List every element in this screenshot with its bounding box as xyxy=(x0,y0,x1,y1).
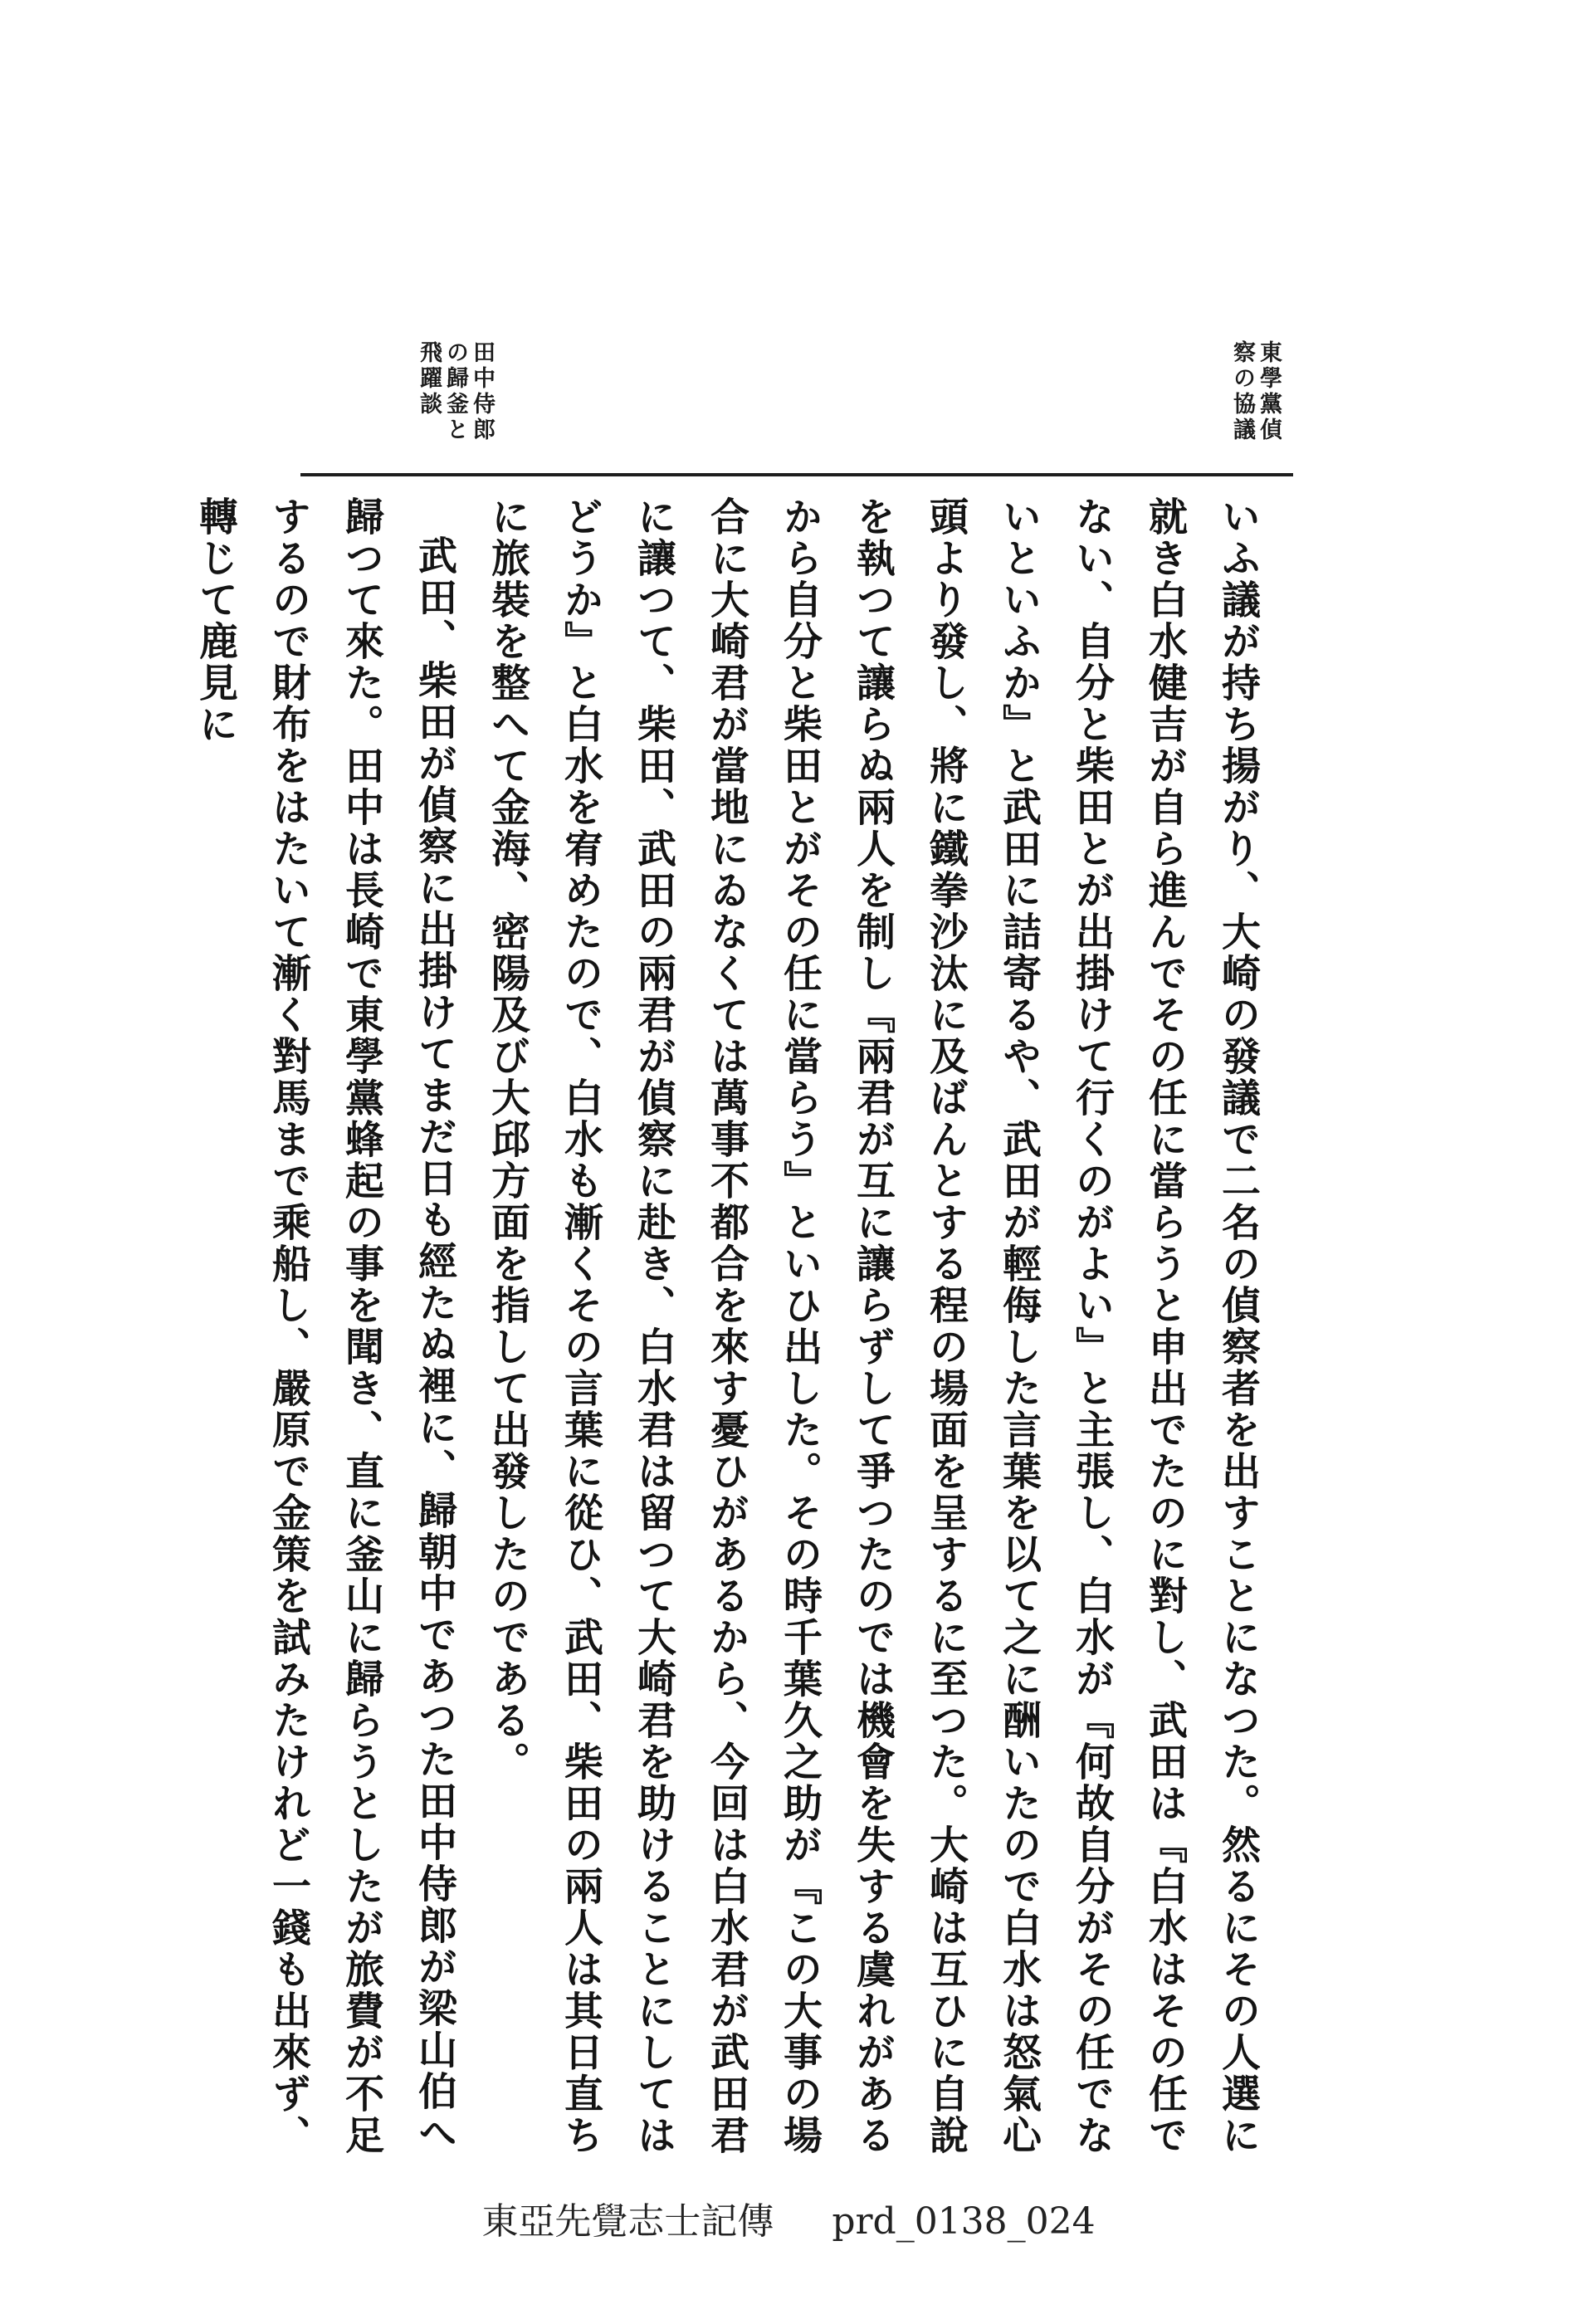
body-text xyxy=(193,496,1274,2190)
footer-book-title: 東亞先覺志士記傳 xyxy=(481,2200,774,2243)
header-rule xyxy=(300,473,1293,476)
paragraph-2: 武田、柴田が偵察に出掛けてまだ日も經たぬ裡に、歸朝中であつた田中侍郎が梁山伯へ歸つて來た。田中は長崎で東學黨蜂起の事を聞き、直に釜山に歸らうとしたが旅費が不足するので財布をはたいて漸く對馬まで乘船し、嚴原で金策を試みたけれど一錢も出來ず、轉じて鹿見に xyxy=(193,496,457,2156)
margin-heading-right: 東學黨偵察の協議 xyxy=(1229,340,1282,443)
paragraph-1: いふ議が持ち揚がり、大崎の發議で二名の偵察者を出すことになつた。然るにその人選に就き白水健吉が自ら進んでその任に當らうと申出でたのに對し、武田は『白水はその任でない、自分と柴田とが出掛けて行くのがよい』と主張し、白水が『何故自分がその任でないといふか』と武田に詰寄るや、武田が輕侮した言葉を以て之に酬いたので白水は怒氣心頭より發し、將に鐵拳沙汰に及ばんとする程の場面を呈するに至つた。大崎は互ひに自說を執つて讓らぬ兩人を制し『兩君が互に讓らずして爭つたのでは機會を失する虞れがあるから自分と柴田とがその任に當らう』といひ出した。その時千葉久之助が『この大事の場合に大崎君が當地にゐなくては萬事不都合を來す憂ひがあるから、今回は白水君が武田君に讓つて、柴田、武田の兩君が偵察に赴き、白水君は留つて大崎君を助けることにしてはどうか』と白水を宥めたので、白水も漸くその言葉に從ひ、武田、柴田の兩人は其日直ちに旅裝を整へて金海、密陽及び大邱方面を指して出發したのである。 xyxy=(485,496,1261,2156)
page-footer xyxy=(0,2191,1577,2244)
margin-heading-left: 田中侍郎の歸釜と飛躍談 xyxy=(416,340,495,443)
footer-page-id: prd_0138_024 xyxy=(832,2200,1096,2243)
